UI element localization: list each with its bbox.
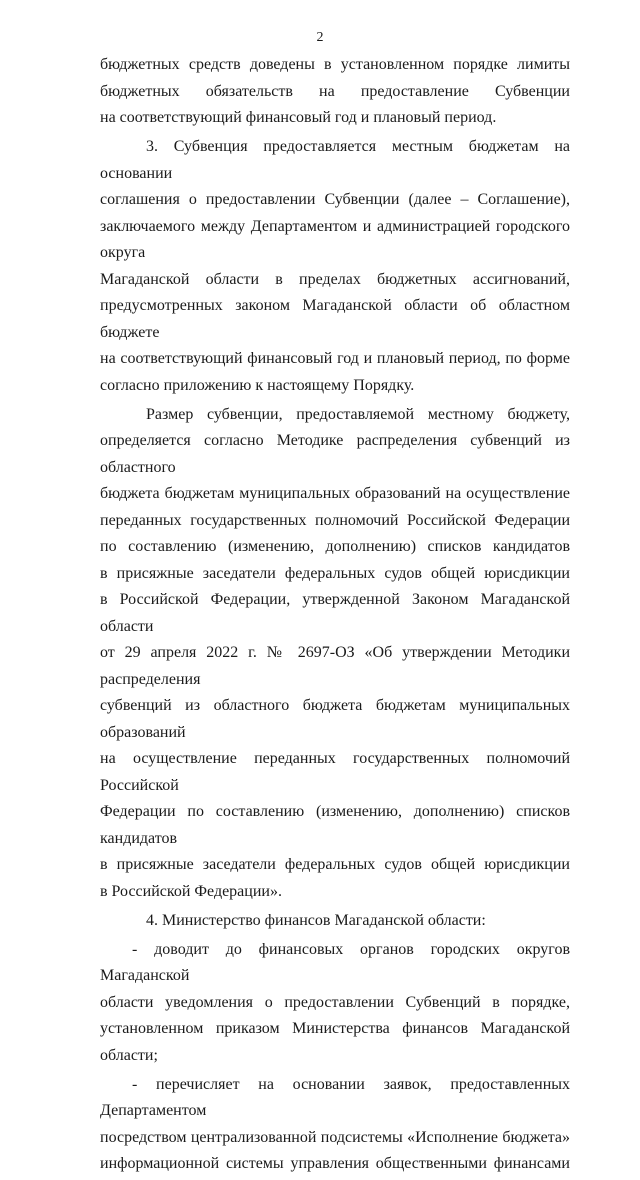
text-line: - доводит до финансовых органов городских округов Магаданской	[100, 940, 570, 984]
text-line: посредством централизованной подсистемы «Исполнение бюджета»	[100, 1128, 570, 1146]
page-number: 2	[316, 30, 324, 45]
paragraph-bullet-notifications	[100, 937, 570, 1070]
text-line: на осуществление переданных государственных полномочий Российской	[100, 750, 570, 794]
text-line: в Российской Федерации, утвержденной Законом Магаданской области	[100, 591, 570, 635]
text-line: - перечисляет на основании заявок, предоставленных Департаментом	[100, 1075, 570, 1119]
paragraph-item-4	[100, 908, 570, 935]
text-line: Федерации по составлению (изменению, дополнению) списков кандидатов	[100, 803, 570, 847]
text-line: в Российской Федерации».	[100, 882, 282, 900]
text-line: предусмотренных законом Магаданской области об областном бюджете	[100, 297, 570, 341]
text-line: заключаемого между Департаментом и администрацией городского округа	[100, 217, 570, 261]
text-line: по составлению (изменению, дополнению) списков кандидатов	[100, 538, 570, 555]
text-line: переданных государственных полномочий Российской Федерации	[100, 511, 570, 529]
text-line: установленном приказом Министерства финансов Магаданской области;	[100, 1020, 570, 1064]
text-line: бюджета бюджетам муниципальных образований на осуществление	[100, 485, 570, 502]
paragraph-continuation	[100, 52, 570, 132]
paragraph-item-3	[100, 134, 570, 399]
text-line: на соответствующий финансовый год и плановый период.	[100, 109, 497, 126]
paragraph-subvention-size	[100, 402, 570, 906]
text-line: информационной системы управления общественными финансами	[100, 1155, 570, 1172]
paragraph-bullet-transfers	[100, 1072, 570, 1178]
text-line: бюджетных обязательств на предоставление Субвенции	[100, 82, 570, 100]
text-line: Магаданской области в пределах бюджетных ассигнований,	[100, 270, 570, 288]
text-line: в присяжные заседатели федеральных судов общей юрисдикции	[100, 564, 570, 582]
text-line: в присяжные заседатели федеральных судов общей юрисдикции	[100, 856, 570, 873]
text-line: от 29 апреля 2022 г. № 2697-ОЗ «Об утверждении Методики распределения	[100, 644, 570, 688]
text-line: согласно приложению к настоящему Порядку.	[100, 376, 415, 394]
text-line: на соответствующий финансовый год и плановый период, по форме	[100, 350, 570, 367]
text-line: 4. Министерство финансов Магаданской области:	[146, 911, 486, 929]
text-line: определяется согласно Методике распределения субвенций из областного	[100, 432, 570, 476]
text-line: бюджетных средств доведены в установленном порядке лимиты	[100, 56, 570, 73]
text-line: соглашения о предоставлении Субвенции (далее – Соглашение),	[100, 191, 570, 208]
text-line: области уведомления о предоставлении Субвенций в порядке,	[100, 993, 570, 1011]
text-line: Размер субвенции, предоставляемой местному бюджету,	[146, 405, 570, 423]
text-line: 3. Субвенция предоставляется местным бюджетам на основании	[100, 138, 570, 182]
text-line: субвенций из областного бюджета бюджетам муниципальных образований	[100, 697, 570, 741]
document-body	[100, 52, 570, 1180]
